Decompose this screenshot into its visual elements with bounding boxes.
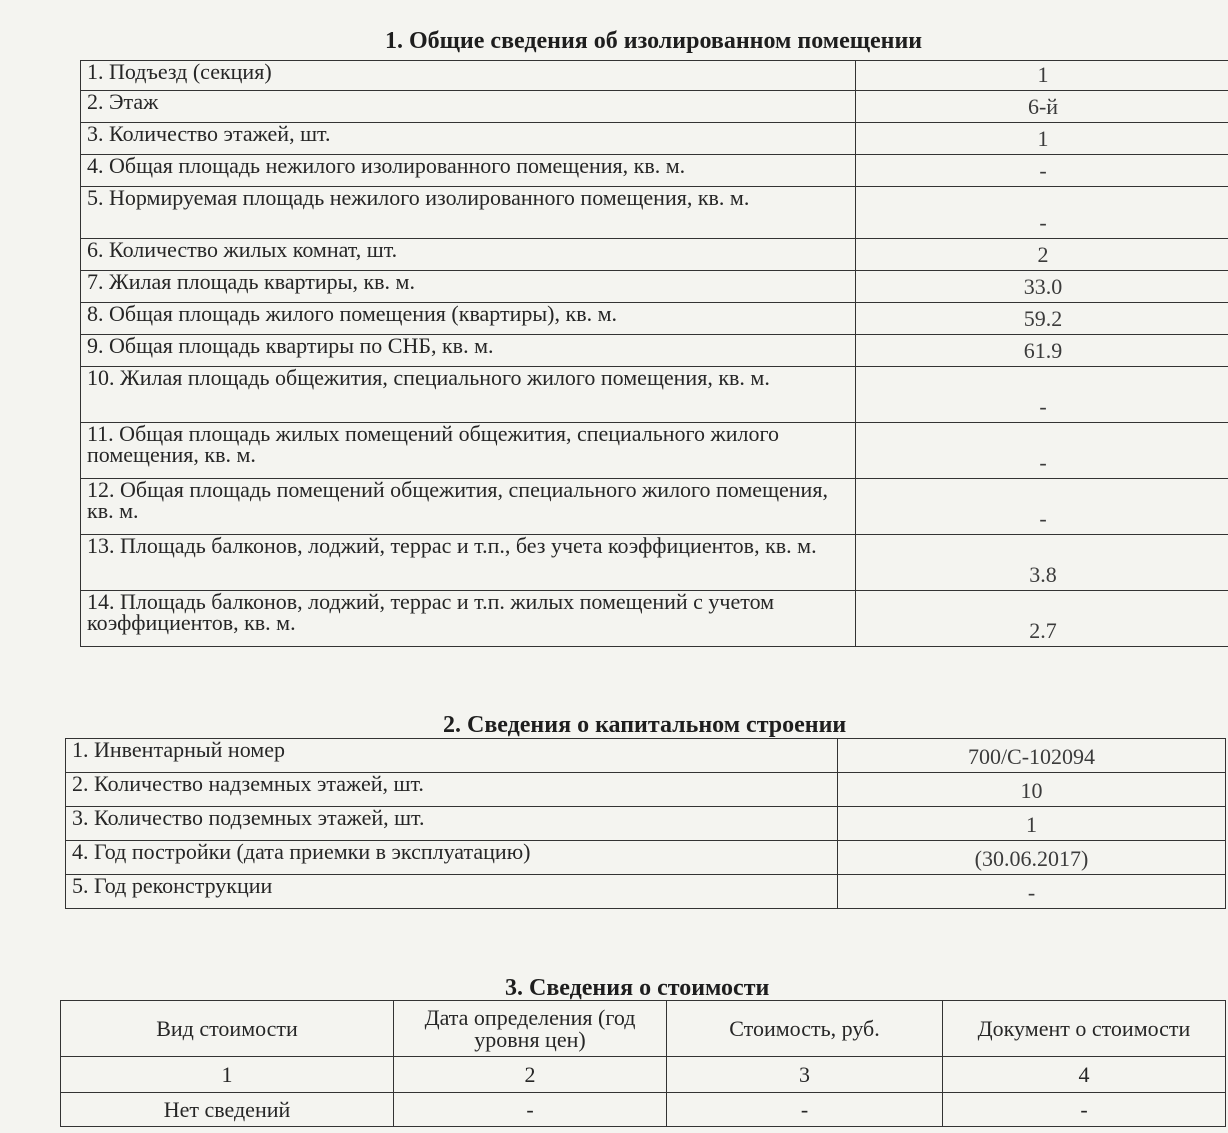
general-info-row-value: -	[856, 187, 1228, 239]
general-info-row	[81, 155, 1228, 187]
general-info-row	[81, 123, 1228, 155]
general-info-row-value: 1	[856, 61, 1228, 91]
building-info-row-label: 1. Инвентарный номер	[66, 739, 838, 773]
general-info-row	[81, 591, 1228, 647]
building-info-row-value: -	[838, 875, 1226, 909]
building-info-row-label: 3. Количество подземных этажей, шт.	[66, 807, 838, 841]
general-info-row-label: 12. Общая площадь помещений общежития, специального жилого помещения, кв. м.	[81, 479, 856, 535]
general-info-row-label: 4. Общая площадь нежилого изолированного помещения, кв. м.	[81, 155, 856, 187]
section-2-title: 2. Сведения о капитальном строении	[443, 712, 847, 738]
general-info-row-value: -	[856, 367, 1228, 423]
building-info-table	[65, 738, 1226, 909]
general-info-row-label: 7. Жилая площадь квартиры, кв. м.	[81, 271, 856, 303]
cost-number-row	[61, 1057, 1226, 1093]
building-info-row	[66, 841, 1226, 875]
general-info-row-value: 61.9	[856, 335, 1228, 367]
general-info-row	[81, 335, 1228, 367]
general-info-row	[81, 423, 1228, 479]
column-number: 2	[394, 1057, 667, 1093]
building-info-row	[66, 875, 1226, 909]
general-info-row-label: 2. Этаж	[81, 91, 856, 123]
header-date: Дата определения (год уровня цен)	[394, 1001, 667, 1057]
general-info-row-label: 1. Подъезд (секция)	[81, 61, 856, 91]
general-info-row-label: 10. Жилая площадь общежития, специального жилого помещения, кв. м.	[81, 367, 856, 423]
cost-data-row	[61, 1093, 1226, 1127]
building-info-row-value: 1	[838, 807, 1226, 841]
document-value: -	[943, 1093, 1226, 1127]
date-value: -	[394, 1093, 667, 1127]
general-info-row-label: 14. Площадь балконов, лоджий, террас и т.п. жилых помещений с учетом коэффициентов, кв. м.	[81, 591, 856, 647]
building-info-row-value: 700/С-102094	[838, 739, 1226, 773]
general-info-row-label: 9. Общая площадь квартиры по СНБ, кв. м.	[81, 335, 856, 367]
general-info-row	[81, 239, 1228, 271]
general-info-row	[81, 271, 1228, 303]
building-info-row-label: 2. Количество надземных этажей, шт.	[66, 773, 838, 807]
general-info-row-value: 6-й	[856, 91, 1228, 123]
general-info-row-label: 11. Общая площадь жилых помещений общежития, специального жилого помещения, кв. м.	[81, 423, 856, 479]
header-amount: Стоимость, руб.	[667, 1001, 943, 1057]
building-info-row	[66, 739, 1226, 773]
cost-type-value: Нет сведений	[61, 1093, 394, 1127]
general-info-row	[81, 479, 1228, 535]
general-info-row-label: 6. Количество жилых комнат, шт.	[81, 239, 856, 271]
building-info-row-label: 5. Год реконструкции	[66, 875, 838, 909]
building-info-row-value: 10	[838, 773, 1226, 807]
general-info-row	[81, 61, 1228, 91]
amount-value: -	[667, 1093, 943, 1127]
building-info-row	[66, 773, 1226, 807]
general-info-row	[81, 187, 1228, 239]
general-info-row-value: -	[856, 423, 1228, 479]
general-info-row	[81, 303, 1228, 335]
general-info-row	[81, 535, 1228, 591]
general-info-row	[81, 91, 1228, 123]
general-info-row-value: 3.8	[856, 535, 1228, 591]
general-info-row-value: 1	[856, 123, 1228, 155]
general-info-table	[80, 60, 1228, 647]
cost-header-row	[61, 1001, 1226, 1057]
header-cost-type: Вид стоимости	[61, 1001, 394, 1057]
header-document: Документ о стоимости	[943, 1001, 1226, 1057]
building-info-row-value: (30.06.2017)	[838, 841, 1226, 875]
general-info-row-value: 2	[856, 239, 1228, 271]
general-info-row-label: 13. Площадь балконов, лоджий, террас и т.п., без учета коэффициентов, кв. м.	[81, 535, 856, 591]
column-number: 4	[943, 1057, 1226, 1093]
section-1-title: 1. Общие сведения об изолированном помещении	[385, 28, 923, 54]
general-info-row-label: 8. Общая площадь жилого помещения (квартиры), кв. м.	[81, 303, 856, 335]
general-info-row-label: 5. Нормируемая площадь нежилого изолированного помещения, кв. м.	[81, 187, 856, 239]
general-info-row-value: 59.2	[856, 303, 1228, 335]
cost-table	[60, 1000, 1226, 1127]
general-info-row-value: -	[856, 479, 1228, 535]
building-info-row-label: 4. Год постройки (дата приемки в эксплуатацию)	[66, 841, 838, 875]
building-info-row	[66, 807, 1226, 841]
general-info-row-value: 2.7	[856, 591, 1228, 647]
general-info-row	[81, 367, 1228, 423]
column-number: 3	[667, 1057, 943, 1093]
general-info-row-value: 33.0	[856, 271, 1228, 303]
section-3-title: 3. Сведения о стоимости	[505, 975, 770, 1001]
general-info-row-label: 3. Количество этажей, шт.	[81, 123, 856, 155]
general-info-row-value: -	[856, 155, 1228, 187]
column-number: 1	[61, 1057, 394, 1093]
